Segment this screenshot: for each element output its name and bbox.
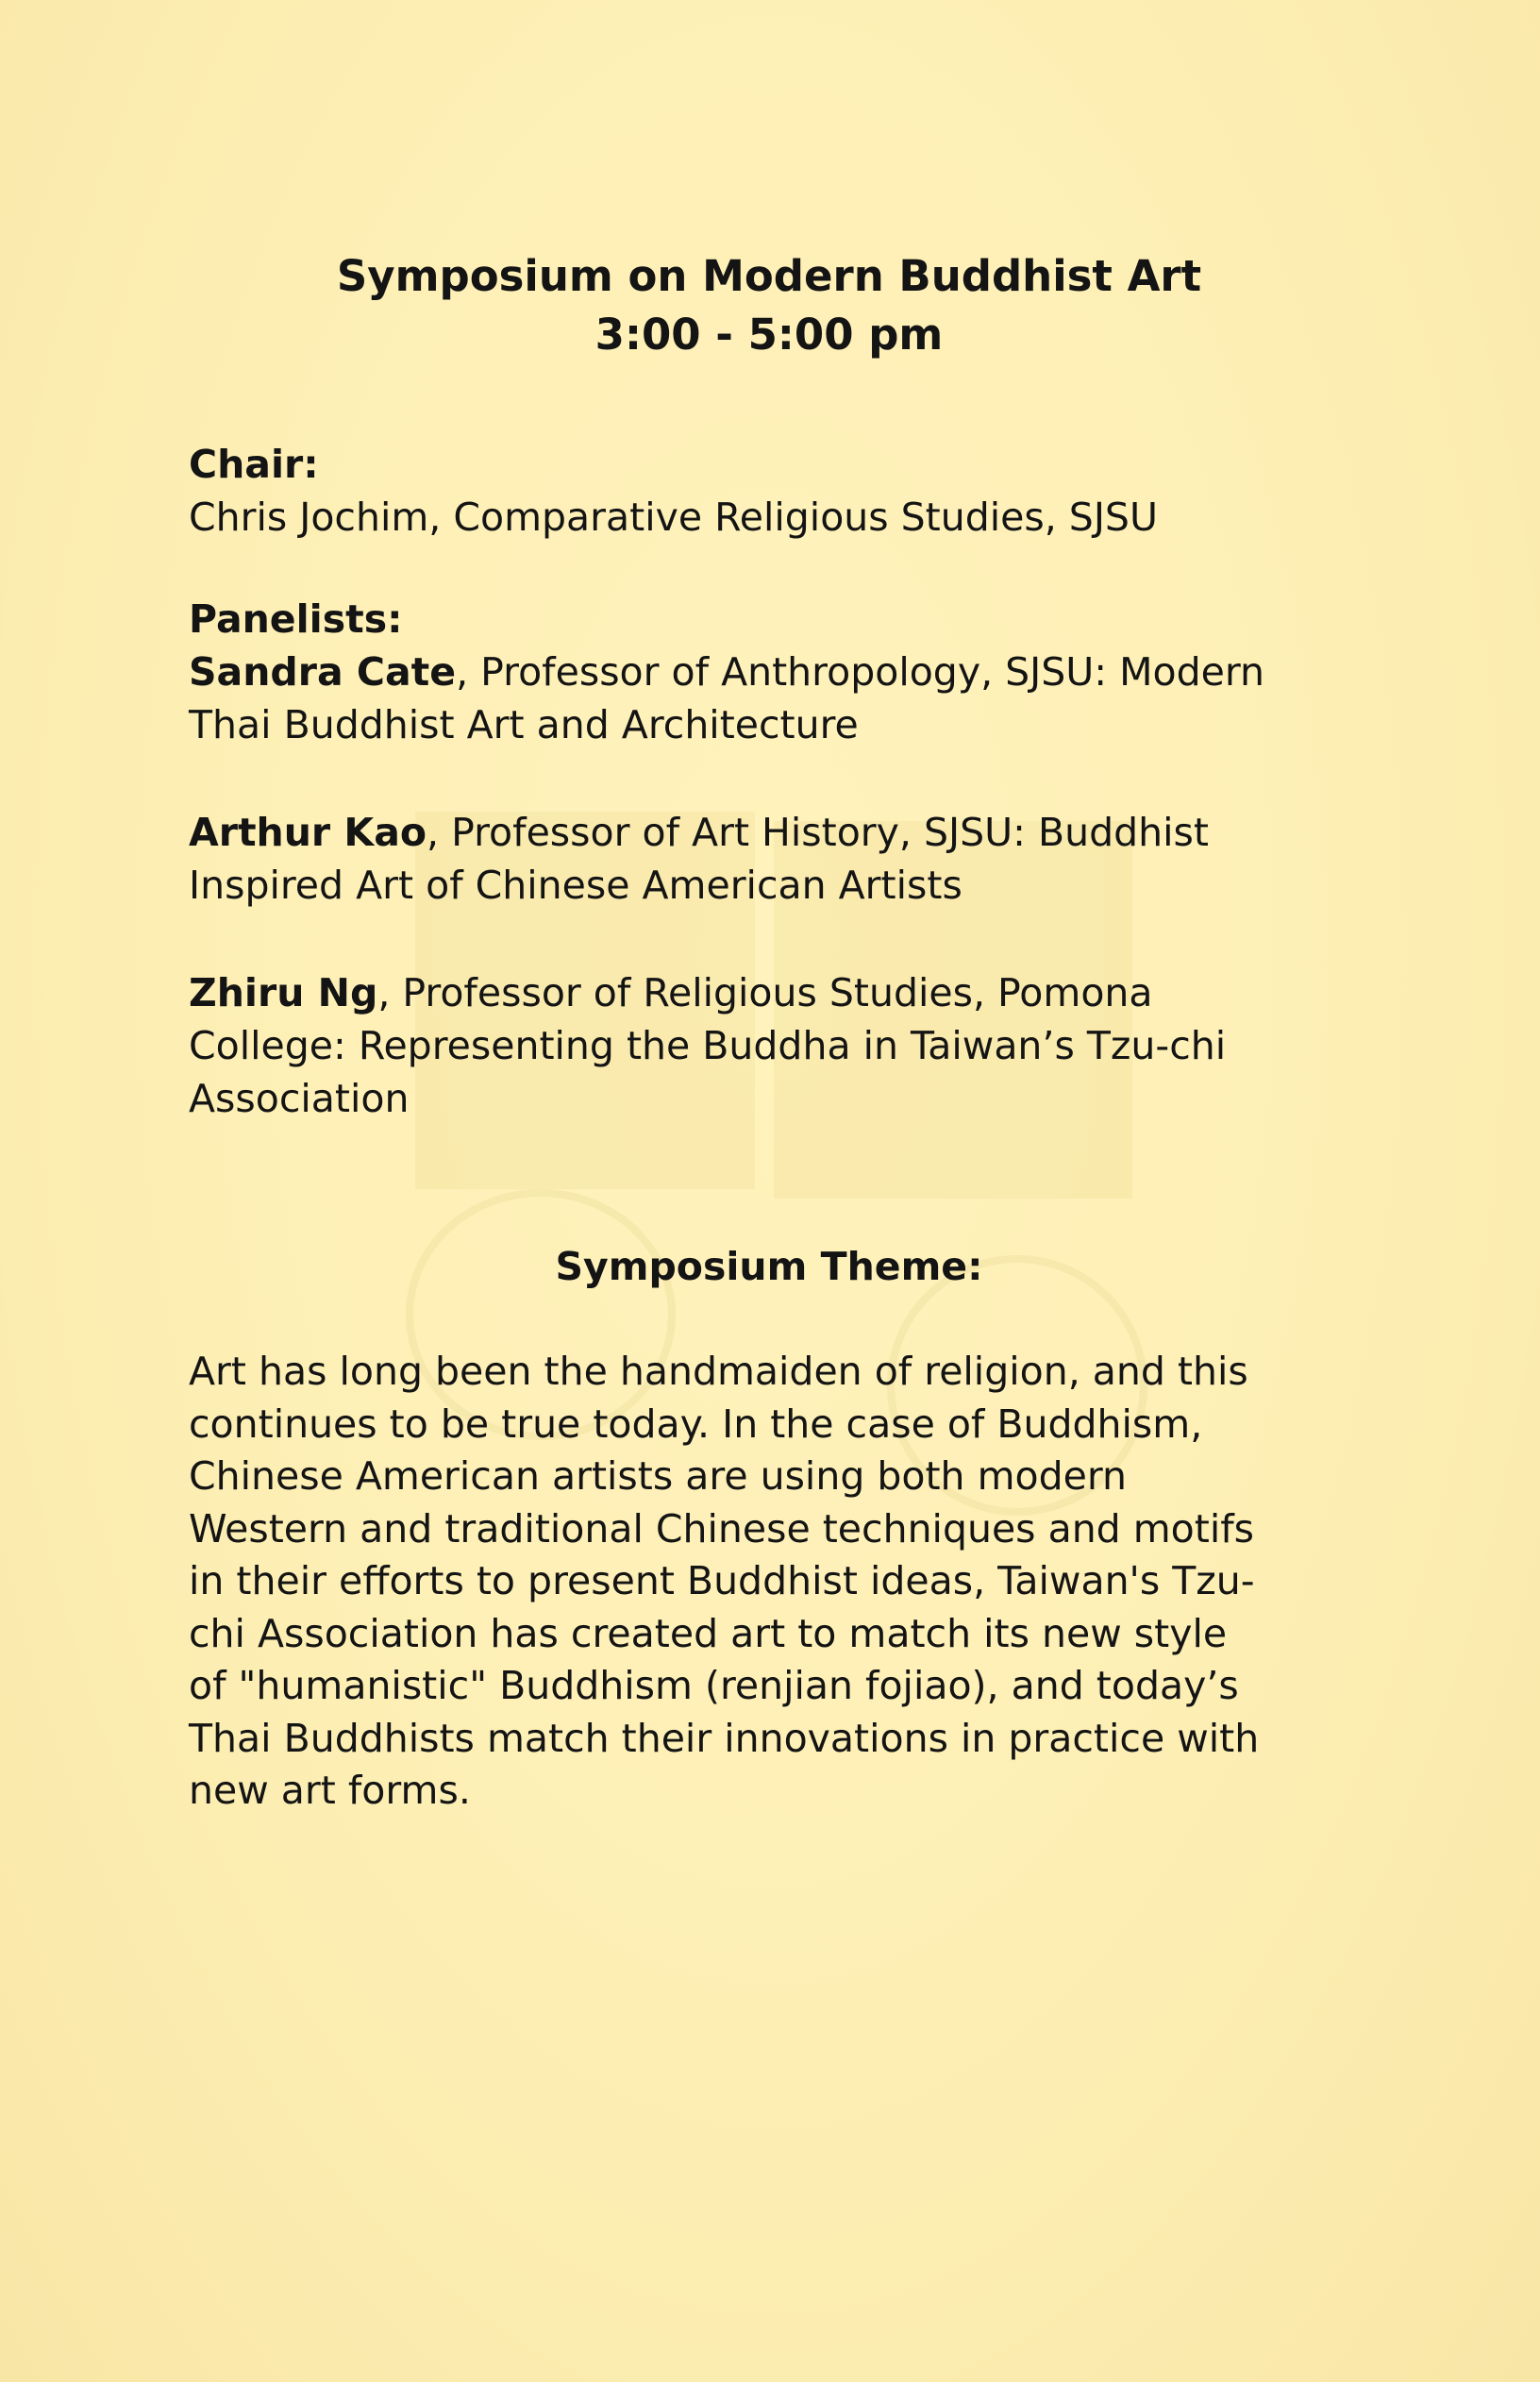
chair-label: Chair: bbox=[189, 442, 319, 487]
panelist-2-name: Arthur Kao bbox=[189, 810, 427, 855]
panelists-label: Panelists: bbox=[189, 596, 403, 642]
panelist-2-line-1 bbox=[189, 806, 1359, 859]
program-content bbox=[189, 247, 1359, 1818]
theme-line: Western and traditional Chinese techniques and motifs bbox=[189, 1505, 1255, 1552]
panelist-2-affiliation: , Professor of Art History, SJSU: Buddhist bbox=[427, 810, 1209, 855]
panelist-1-topic: Thai Buddhist Art and Architecture bbox=[189, 702, 859, 747]
theme-line: in their efforts to present Buddhist ideas, Taiwan's Tzu- bbox=[189, 1558, 1255, 1603]
panelist-3-line-1 bbox=[189, 966, 1359, 1019]
symposium-title: Symposium on Modern Buddhist Art bbox=[336, 251, 1202, 301]
theme-paragraph bbox=[189, 1346, 1359, 1818]
panelist-3-topic: College: Representing the Buddha in Taiwan’s Tzu-chi bbox=[189, 1023, 1227, 1068]
panelist-1-line-1 bbox=[189, 646, 1359, 698]
panelist-3-name: Zhiru Ng bbox=[189, 970, 378, 1015]
theme-line: continues to be true today. In the case of Buddhism, bbox=[189, 1401, 1203, 1447]
theme-line: new art forms. bbox=[189, 1768, 471, 1813]
theme-line: of "humanistic" Buddhism (renjian fojiao), and today’s bbox=[189, 1663, 1239, 1708]
panelist-3-topic-cont: Association bbox=[189, 1076, 410, 1121]
theme-line: Thai Buddhists match their innovations in practice with bbox=[189, 1715, 1260, 1761]
theme-line: Art has long been the handmaiden of religion, and this bbox=[189, 1349, 1248, 1394]
panelist-3-affiliation: , Professor of Religious Studies, Pomona bbox=[377, 970, 1153, 1015]
panelist-2-topic: Inspired Art of Chinese American Artists bbox=[189, 863, 962, 908]
theme-line: Chinese American artists are using both modern bbox=[189, 1453, 1127, 1499]
panelist-1-affiliation: , Professor of Anthropology, SJSU: Modern bbox=[456, 649, 1264, 695]
panelist-1-name: Sandra Cate bbox=[189, 649, 457, 695]
theme-heading: Symposium Theme: bbox=[555, 1244, 983, 1289]
theme-line: chi Association has created art to match its new style bbox=[189, 1610, 1228, 1656]
symposium-time: 3:00 - 5:00 pm bbox=[594, 310, 944, 360]
chair-text: Chris Jochim, Comparative Religious Studies, SJSU bbox=[189, 495, 1158, 540]
